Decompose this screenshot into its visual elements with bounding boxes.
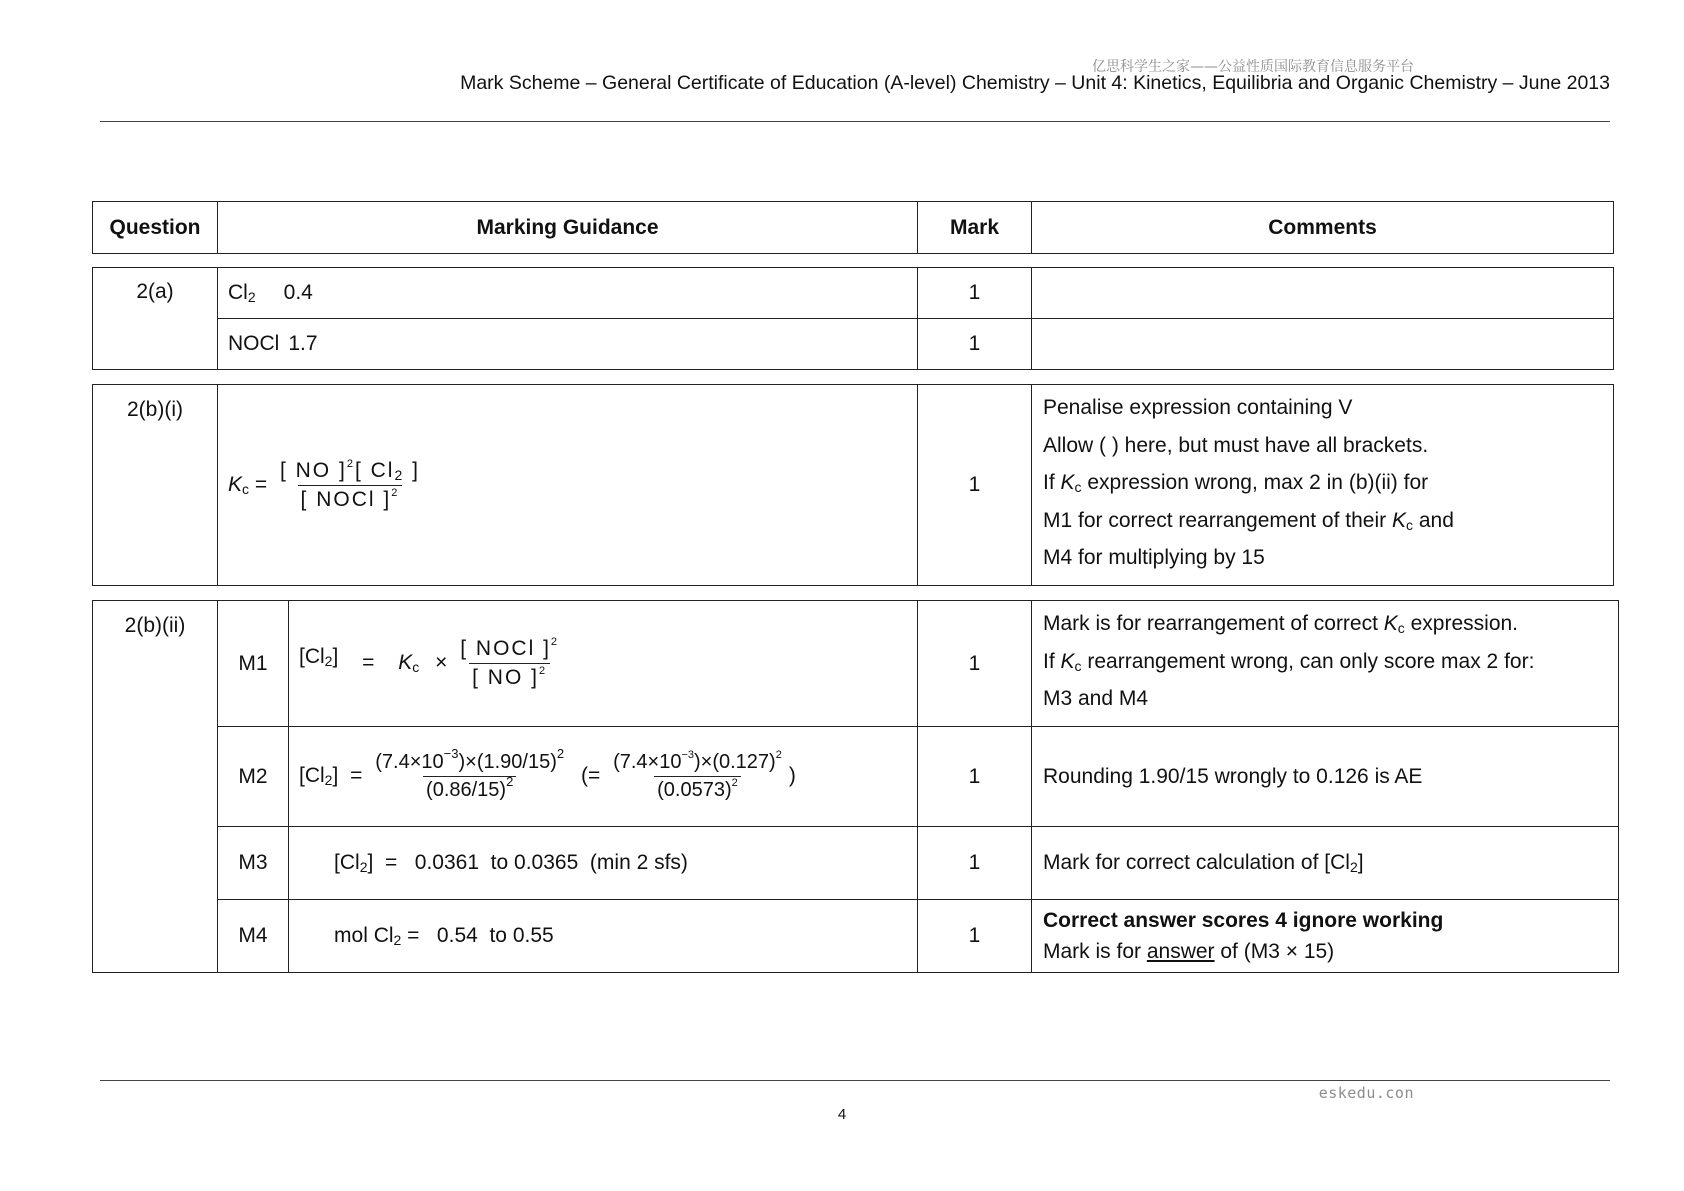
comment-cell (1032, 601, 1619, 727)
mark-cell: 1 (918, 319, 1032, 370)
question-2a-table (92, 267, 1614, 370)
comment-line: Correct answer scores 4 ignore working (1043, 909, 1444, 932)
header-rule (100, 121, 1610, 122)
comment-cell: Rounding 1.90/15 wrongly to 0.126 is AE (1032, 727, 1619, 827)
comment-cell (1032, 319, 1614, 370)
mark-cell: 1 (918, 268, 1032, 319)
value: 0.4 (283, 281, 313, 304)
header-guidance: Marking Guidance (218, 202, 918, 254)
comment-line: If $K_c$ rearrangement wrong, can only score max 2 for: (1043, 649, 1535, 674)
question-label: 2(b)(ii) (93, 601, 218, 973)
step-label: M1 (218, 601, 289, 727)
comment-cell (1032, 900, 1619, 973)
kc-symbol: $K_c$ (228, 472, 250, 497)
comment-line: Mark is for rearrangement of correct $K_c$ expression. (1043, 612, 1519, 636)
comment-line: M4 for multiplying by 15 (1043, 546, 1265, 569)
m1-fraction: $\frac{[ NOCl ]^2}{[ NO ]^2}$ (460, 636, 560, 689)
comment-line: Mark is for answer of (M3 × 15) (1043, 940, 1335, 963)
question-label: 2(b)(i) (93, 385, 218, 586)
step-label: M4 (218, 900, 289, 973)
mark-cell: 1 (918, 827, 1032, 900)
m2-fraction-rounded: $\frac{(7.4\times 10^{-3})\times(0.127)^2}{(0.0573)^2}$ (613, 749, 782, 801)
value: 1.7 (288, 332, 318, 355)
kc-fraction: $\frac{[ NO ]^2[ Cl_2 ]}{[ NOCl ]^2}$ (279, 457, 420, 511)
m2-fraction: $\frac{(7.4\times 10^{-3})\times(1.90/15)^2}{(0.86/15)^2}$ (375, 746, 565, 801)
page-header: Mark Scheme – General Certificate of Education (A-level) Chemistry – Unit 4: Kinetics, Equilibria and Organic Chemistry – June 2013 (460, 72, 1610, 94)
header-mark: Mark (918, 202, 1032, 254)
mark-cell: 1 (918, 601, 1032, 727)
m4-expression: mol $Cl_2 = 0.54$ to 0.55 (289, 900, 918, 973)
mark-cell: 1 (918, 727, 1032, 827)
watermark-bottom: eskedu.con (1318, 1084, 1414, 1102)
comment-cell: Mark for correct calculation of $[Cl_2]$ (1032, 827, 1619, 900)
question-2bii-table (92, 600, 1619, 973)
step-label: M3 (218, 827, 289, 900)
m1-expression: $[Cl_2] = K_c$ × $\frac{[ NOCl ]^2}{[ NO ]^2}$ (289, 601, 918, 727)
answer-cell (218, 319, 918, 370)
m2-expression: $[Cl_2]$ = $\frac{(7.4\times 10^{-3})\times(1.90/15)^2}{(0.86/15)^2}$ (= $\frac{(7.4\times 10^{-3})\times(0.127)^2}{(0.0573)^2}$ ) (289, 727, 918, 827)
species: NOCl (228, 332, 280, 355)
m3-expression: $[Cl_2] = 0.0361$ to 0.0365 (min 2 sfs) (289, 827, 918, 900)
page-number: 4 (837, 1106, 847, 1123)
question-label: 2(a) (93, 268, 218, 370)
footer-rule (100, 1080, 1610, 1081)
watermark-top: 亿思科学生之家——公益性质国际教育信息服务平台 (1092, 59, 1414, 75)
mark-cell: 1 (918, 385, 1032, 586)
step-label: M2 (218, 727, 289, 827)
comment-line: Allow ( ) here, but must have all brackets. (1043, 433, 1429, 457)
header-question: Question (93, 202, 218, 254)
comment-cell (1032, 385, 1614, 586)
header-comments: Comments (1032, 202, 1614, 254)
kc-expression: $K_c$ = $\frac{[ NO ]^2[ Cl_2 ]}{[ NOCl ]^2}$ (218, 385, 918, 586)
comment-line: M3 and M4 (1043, 687, 1149, 710)
comment-line: If $K_c$ expression wrong, max 2 in (b)(ii) for (1043, 471, 1429, 495)
comment-line: Penalise expression containing V (1043, 396, 1353, 419)
species: $Cl_2$ (228, 281, 256, 305)
comment-line: M1 for correct rearrangement of their $K_c$ and (1043, 508, 1454, 533)
comment-cell (1032, 268, 1614, 319)
question-2bi-table (92, 384, 1614, 586)
mark-cell: 1 (918, 900, 1032, 973)
header-table (92, 201, 1614, 254)
answer-cell (218, 268, 918, 319)
